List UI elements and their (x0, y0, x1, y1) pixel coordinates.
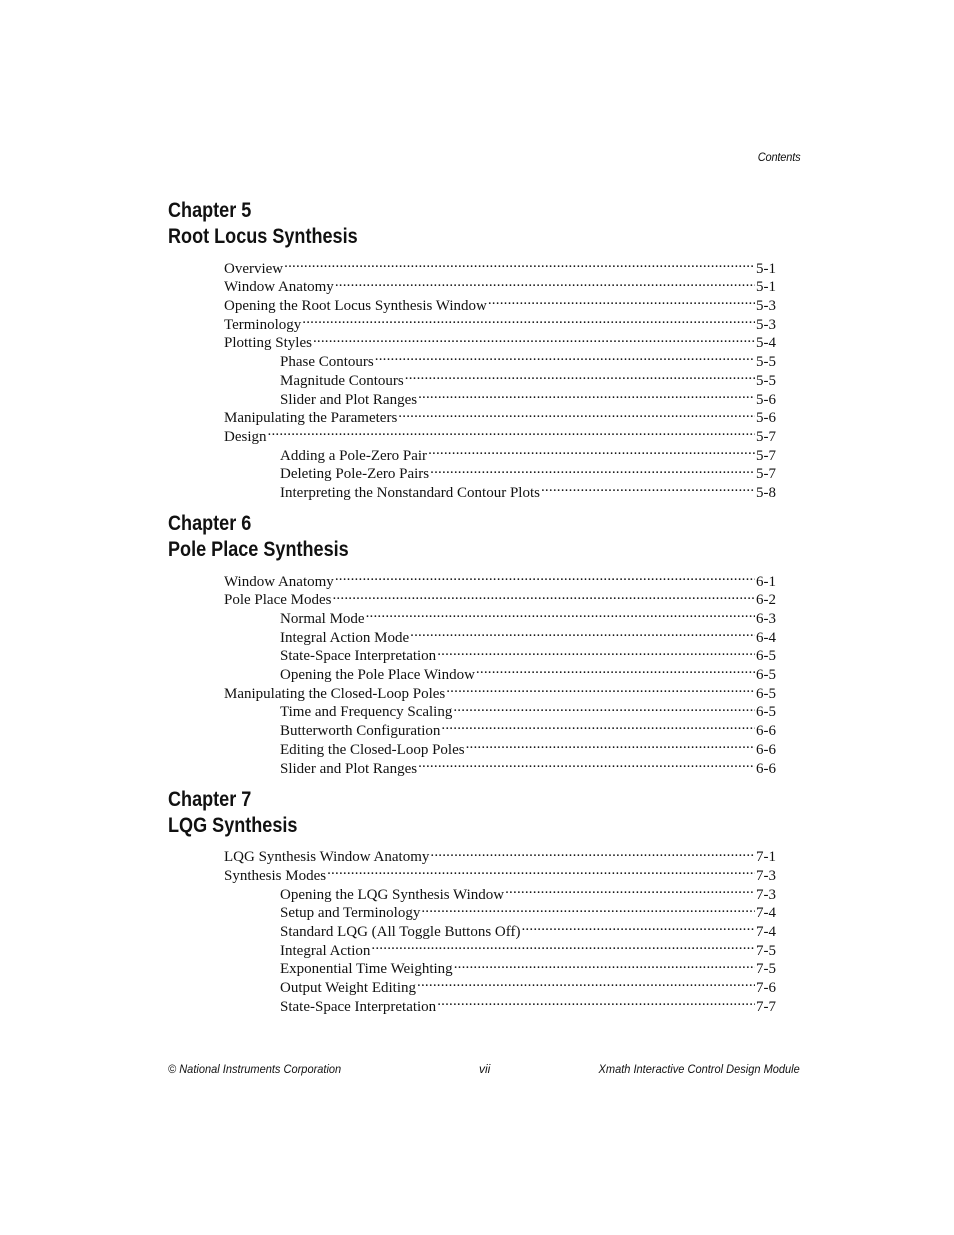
toc-entry-page: 7-3 (756, 867, 776, 884)
toc-entry-page: 5-1 (756, 260, 776, 277)
dot-leader (410, 623, 755, 642)
toc-entry-list (168, 843, 776, 1015)
dot-leader (428, 441, 755, 460)
toc-entry[interactable] (224, 567, 776, 590)
chapter-title: Root Locus Synthesis (168, 225, 358, 248)
toc-entry[interactable] (224, 273, 776, 296)
chapter-number: Chapter 7 (168, 787, 252, 811)
toc-entry-title: Phase Contours (280, 354, 374, 371)
toc-entry[interactable] (280, 880, 776, 903)
toc-entry-page: 5-5 (756, 372, 776, 389)
dot-leader (332, 586, 755, 605)
toc-entry-page: 6-4 (756, 629, 776, 646)
toc-entry-page: 6-6 (756, 760, 776, 777)
toc-entry-page: 6-5 (756, 704, 776, 721)
dot-leader (521, 917, 755, 936)
dot-leader (268, 422, 756, 441)
chapters-list (168, 198, 776, 1015)
dot-leader (505, 880, 755, 899)
footer-copyright: © National Instruments Corporation (168, 1062, 342, 1076)
toc-entry-page: 6-5 (756, 685, 776, 702)
toc-entry-page: 5-1 (756, 279, 776, 296)
toc-entry[interactable] (224, 310, 776, 333)
toc-entry-title: Manipulating the Parameters (224, 410, 398, 427)
toc-entry-title: Exponential Time Weighting (280, 961, 453, 978)
toc-entry-title: Interpreting the Nonstandard Contour Plots (280, 484, 540, 501)
chapter-section (168, 198, 776, 501)
dot-leader (327, 861, 755, 880)
dot-leader (418, 754, 755, 773)
chapter-section (168, 787, 776, 1015)
toc-entry-page: 6-6 (756, 723, 776, 740)
dot-leader (371, 936, 755, 955)
toc-entry-title: Time and Frequency Scaling (280, 704, 453, 721)
toc-entry-page: 5-5 (756, 354, 776, 371)
dot-leader (417, 973, 755, 992)
toc-entry-page: 7-1 (756, 849, 776, 866)
toc-entry-title: Output Weight Editing (280, 980, 417, 996)
table-of-contents (168, 198, 776, 1025)
dot-leader (313, 329, 755, 348)
toc-entry[interactable] (280, 604, 776, 627)
dot-leader (418, 385, 755, 404)
toc-entry-title: Window Anatomy (224, 573, 334, 590)
toc-entry-title: Adding a Pole-Zero Pair (280, 447, 428, 464)
toc-entry-title: Plotting Styles (224, 335, 312, 352)
toc-entry[interactable] (224, 329, 776, 352)
toc-entry-page: 7-5 (756, 942, 776, 959)
toc-entry-page: 7-4 (756, 905, 776, 922)
toc-entry-title: Deleting Pole-Zero Pairs (280, 466, 430, 483)
toc-entry-list (168, 254, 776, 501)
toc-entry-title: Opening the LQG Synthesis Window (280, 886, 505, 903)
toc-entry-title: Normal Mode (280, 611, 365, 627)
dot-leader (488, 291, 755, 310)
dot-leader (446, 679, 755, 698)
dot-leader (398, 404, 755, 423)
footer-manual-title: Xmath Interactive Control Design Module (598, 1062, 800, 1076)
toc-entry-page: 5-6 (756, 410, 776, 427)
toc-entry-page: 5-3 (756, 316, 776, 333)
dot-leader (405, 366, 755, 385)
dot-leader (375, 347, 755, 366)
toc-entry-title: Opening the Root Locus Synthesis Window (224, 298, 487, 315)
dot-leader (430, 843, 755, 862)
dot-leader (453, 698, 755, 717)
toc-entry-title: Terminology (224, 316, 302, 333)
dot-leader (437, 642, 755, 661)
toc-entry-page: 6-5 (756, 667, 776, 684)
toc-entry-page: 7-6 (756, 980, 776, 996)
toc-entry-title: Pole Place Modes (224, 592, 332, 609)
toc-entry-title: Editing the Closed-Loop Poles (280, 741, 465, 758)
toc-entry-page: 6-2 (756, 592, 776, 609)
toc-entry-page: 6-6 (756, 741, 776, 758)
dot-leader (441, 716, 755, 735)
toc-entry-title: Butterworth Configuration (280, 723, 441, 740)
toc-entry-title: Magnitude Contours (280, 372, 404, 389)
toc-entry-page: 5-7 (756, 447, 776, 464)
chapter-section (168, 511, 776, 777)
chapter-title: Pole Place Synthesis (168, 537, 349, 561)
toc-entry-page: 5-4 (756, 335, 776, 352)
dot-leader (335, 273, 755, 292)
toc-entry[interactable] (280, 441, 776, 464)
toc-entry-page: 5-6 (756, 391, 776, 408)
toc-entry-title: Manipulating the Closed-Loop Poles (224, 685, 446, 702)
chapter-number: Chapter 6 (168, 511, 252, 535)
toc-entry-title: Window Anatomy (224, 279, 334, 296)
toc-entry-title: State-Space Interpretation (280, 998, 437, 1015)
chapter-number: Chapter 5 (168, 199, 252, 222)
dot-leader (284, 254, 755, 273)
toc-entry-title: Synthesis Modes (224, 867, 327, 884)
dot-leader (541, 478, 755, 497)
toc-entry[interactable] (224, 422, 776, 445)
toc-entry-page: 7-7 (756, 998, 776, 1015)
chapter-title: LQG Synthesis (168, 813, 298, 837)
toc-entry-title: Opening the Pole Place Window (280, 667, 475, 684)
toc-entry-page: 5-7 (756, 466, 776, 483)
dot-leader (302, 310, 755, 329)
toc-entry-page: 6-3 (756, 611, 776, 627)
dot-leader (437, 992, 755, 1011)
toc-entry-title: Design (224, 428, 267, 445)
toc-entry[interactable] (224, 843, 776, 866)
toc-entry[interactable] (280, 347, 776, 371)
dot-leader (454, 955, 755, 974)
toc-entry[interactable] (224, 254, 776, 277)
dot-leader (421, 899, 755, 918)
toc-entry-page: 7-5 (756, 961, 776, 978)
dot-leader (366, 604, 755, 623)
toc-entry-title: Integral Action (280, 942, 371, 959)
toc-entry-page: 5-7 (756, 428, 776, 445)
toc-entry-title: Standard LQG (All Toggle Buttons Off) (280, 923, 521, 940)
dot-leader (335, 567, 755, 586)
dot-leader (476, 660, 755, 679)
dot-leader (466, 735, 755, 754)
toc-entry-list (168, 567, 776, 777)
toc-entry-title: Overview (224, 260, 284, 277)
toc-entry-page: 6-1 (756, 573, 776, 590)
toc-entry-title: Integral Action Mode (280, 629, 410, 646)
toc-entry-page: 6-5 (756, 648, 776, 665)
footer-page-number: vii (479, 1062, 491, 1076)
toc-entry-page: 7-3 (756, 886, 776, 903)
toc-entry-title: LQG Synthesis Window Anatomy (224, 849, 430, 866)
running-header: Contents (757, 150, 800, 164)
toc-entry-page: 5-8 (756, 484, 776, 501)
toc-entry-page: 7-4 (756, 923, 776, 940)
toc-entry-title: State-Space Interpretation (280, 648, 437, 665)
toc-entry-title: Setup and Terminology (280, 905, 421, 922)
toc-entry-title: Slider and Plot Ranges (280, 391, 418, 408)
dot-leader (430, 460, 755, 479)
toc-entry-page: 5-3 (756, 298, 776, 315)
toc-entry-title: Slider and Plot Ranges (280, 760, 418, 777)
